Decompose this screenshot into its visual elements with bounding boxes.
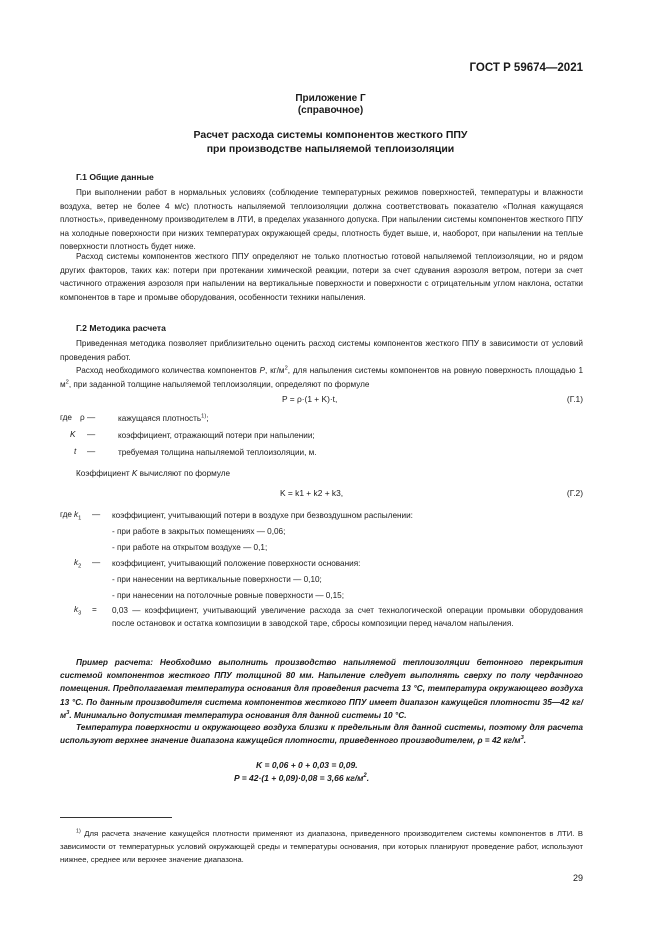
where-label-2: где: [60, 510, 72, 519]
example-calc-p: P = 42·(1 + 0,09)·0,08 = 3,66 $кг/м^2$.: [234, 773, 370, 783]
formula-g1-number: (Г.1): [566, 394, 583, 404]
def-rho-symbol: ρ: [80, 413, 85, 422]
section-1-paragraph-1: При выполнении работ в нормальных условиях (соблюдение температурных режимов поверхностей, температуры и влажности воздуха, ветер не более 4 м/с) плотность напыляемой теплоизоляции должна соответствовать показателю «Полная кажущаяся плотность», приведенному производителем в ЛТИ, в пределах указанного допуска. При напылении системы компонентов жесткого ППУ на холодные поверхности при низких температурах окружающей среды, плотность будет выше, и, наоборот, при напылении на теплые поверхности плотность будет ниже.: [60, 188, 583, 252]
formula-g2: K = k1 + k2 + k3,: [280, 488, 344, 498]
def-k2-dash: —: [92, 558, 101, 567]
def-k2-symbol: $k_2$: [74, 558, 82, 570]
standard-number: ГОСТ Р 59674—2021: [469, 62, 583, 74]
def-k1-item-1: - при работе в закрытых помещениях — 0,06;: [112, 527, 286, 536]
footnote: $^{1)}$ Для расчета значение кажущейся плотности применяют из диапазона, приведенного производителем системы компонентов в ЛТИ. В зависимости от температурных условий окружающей среды и температуры основания, при которых планируют проведение работ, используют нижнее, среднее или верхнее значение диапазона.: [60, 828, 583, 864]
section-1-paragraph-2: Расход системы компонентов жесткого ППУ определяют не только плотностью готовой напыляемой теплоизоляции, но и рядом других факторов, таких как: потери при протекании химической реакции, потери за счет сдувания аэрозоля ветром, потери за счет частичного отражения аэрозоля при напылении на вертикальные поверхности и поверхности с отрицательным углом наклона, остатки компонентов в таре и промыве оборудования, особенности техники напыления.: [60, 252, 583, 302]
def-k-symbol: K: [70, 430, 76, 439]
example-paragraph-2: Температура поверхности и окружающего воздуха близки к предельным для данной системы, поэтому для расчета используют верхнее значение диапазона кажущейся плотности, приведенного производителем, ρ = 42 $кг/м^3$.: [60, 722, 583, 746]
def-k1-text: коэффициент, учитывающий потери в воздухе при безвоздушном распылении:: [112, 511, 413, 520]
def-k1-dash: —: [92, 510, 101, 519]
def-t-symbol: t: [74, 447, 77, 456]
formula-g1: P = ρ·(1 + K)·t,: [282, 394, 338, 404]
formula-g2-number: (Г.2): [566, 488, 583, 498]
section-2-paragraph-1: Приведенная методика позволяет приблизительно оценить расход системы компонентов жесткого ППУ в зависимости от условий проведения работ.: [60, 339, 583, 362]
def-k3-equals: =: [92, 605, 97, 614]
def-rho-text: кажущаяся плотность$^{1)}$;: [118, 413, 209, 423]
def-k-text: коэффициент, отражающий потери при напылении;: [118, 431, 315, 440]
def-k1-symbol: $k_1$: [74, 510, 82, 522]
page-number: 29: [572, 873, 583, 883]
def-k1-item-2: - при работе на открытом воздухе — 0,1;: [112, 543, 268, 552]
superscript-2: 2: [65, 378, 69, 385]
appendix-heading: [0, 93, 661, 117]
def-k2-item-2: - при нанесении на потолочные ровные поверхности — 0,15;: [112, 591, 344, 600]
def-k-dash: —: [87, 430, 96, 439]
def-rho-dash: —: [87, 413, 96, 422]
appendix-title: Приложение Г: [295, 93, 366, 104]
example-paragraph-1: Пример расчета: Необходимо выполнить производство напыляемой теплоизоляции бетонного перекрытия системой компонентов жесткого ППУ толщиной 80 мм. Напыление следует выполнять сверху по полу чердачного помещения. Предполагаемая температура основания для проведения расчета 13 °С, температура окружающего воздуха 13 °С. По данным производителя система компонентов жесткого ППУ имеет диапазон кажущейся плотности 35—42 $кг/м^3$. Минимально допустимая температура основания для данной системы 10 °С.: [60, 657, 583, 720]
section-1-heading: Г.1 Общие данные: [76, 172, 154, 182]
document-title: [0, 128, 661, 156]
def-k2-text: коэффициент, учитывающий положение поверхности основания:: [112, 559, 361, 568]
def-k3-text: 0,03 — коэффициент, учитывающий увеличение расхода за счет технологической операции промывки оборудования после остановок и остатка композиции в заводской таре, сбросы композиции перед началом напыления.: [112, 606, 583, 628]
appendix-subtitle: (справочное): [297, 105, 364, 116]
def-t-dash: —: [87, 447, 96, 456]
section-2-heading: Г.2 Методика расчета: [76, 323, 166, 333]
example-calc-k: K = 0,06 + 0 + 0,03 = 0,09.: [256, 760, 358, 770]
title-line-1: Расчет расхода системы компонентов жесткого ППУ: [193, 129, 468, 141]
section-2-paragraph-2: Расход необходимого количества компонентов P, $кг/м^2$, для напыления системы компонентов на ровную поверхность площадью 1 $м^2$, при заданной толщине напыляемой теплоизоляции, определяют по формуле: [60, 365, 583, 389]
title-line-2: при производстве напыляемой теплоизоляции: [206, 143, 455, 155]
where-label: где: [60, 413, 72, 422]
def-k2-item-1: - при нанесении на вертикальные поверхности — 0,10;: [112, 575, 322, 584]
coefficient-intro: Коэффициент K вычисляют по формуле: [76, 469, 231, 478]
footnote-separator: [60, 817, 172, 818]
def-k3-symbol: $k_3$: [74, 605, 82, 617]
def-t-text: требуемая толщина напыляемой теплоизоляции, м.: [118, 448, 317, 457]
